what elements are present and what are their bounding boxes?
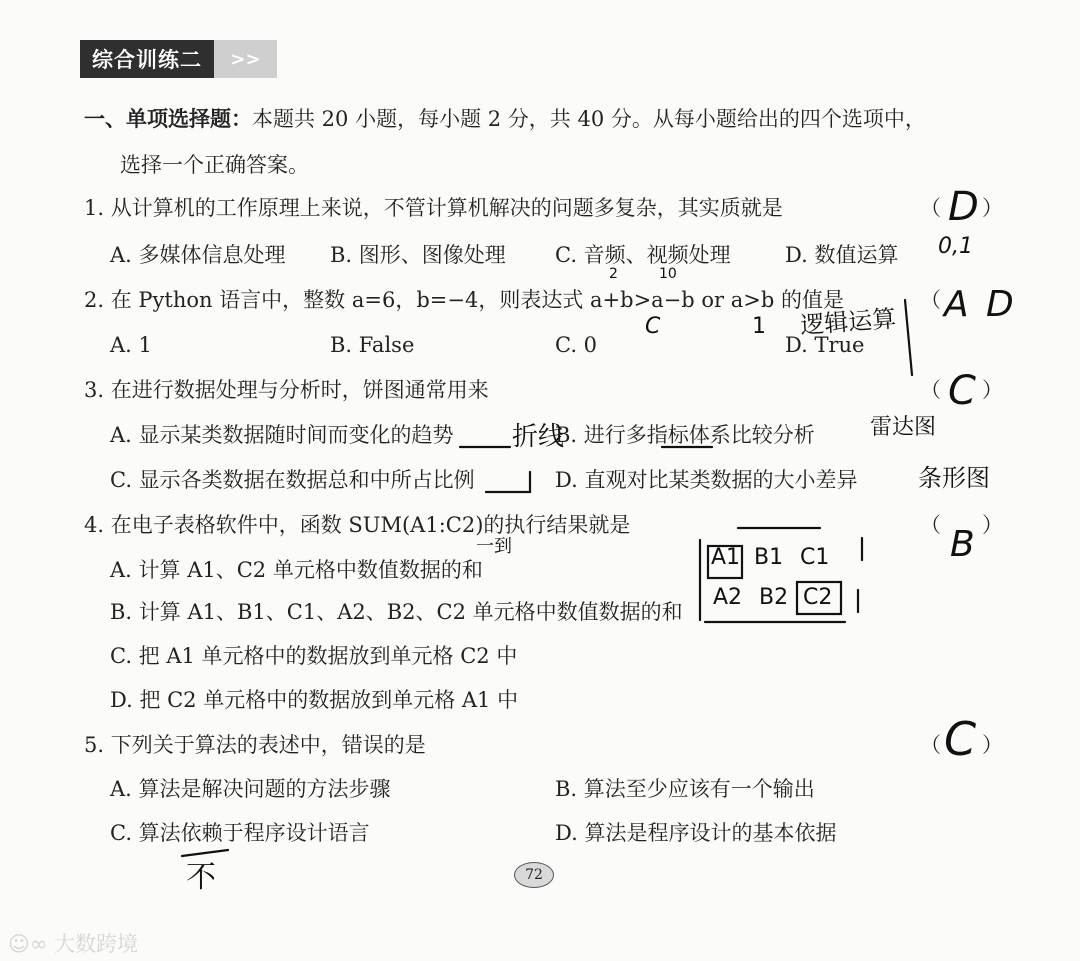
section-instruction: 本题共 20 小题，每小题 2 分，共 40 分。从每小题给出的四个选项中， — [252, 107, 926, 131]
q3-option-a: A. 显示某类数据随时间而变化的趋势 — [110, 423, 454, 447]
q3c-underline — [486, 472, 530, 492]
handwritten-answer-1: D — [948, 184, 979, 230]
section-heading: 一、单项选择题： — [84, 107, 252, 131]
q2-option-a: A. 1 — [110, 333, 152, 357]
question-2-stem: 2. 在 Python 语言中，整数 a=6，b=−4，则表达式 a+b>a−b or a>b 的值是 — [84, 288, 844, 312]
q1-option-c: C. 音频、视频处理 — [555, 243, 731, 267]
q4-option-c: C. 把 A1 单元格中的数据放到单元格 C2 中 — [110, 644, 518, 668]
handwritten-answer-5: C — [944, 712, 977, 766]
q5-option-d: D. 算法是程序设计的基本依据 — [555, 821, 837, 845]
q5-option-a: A. 算法是解决问题的方法步骤 — [110, 777, 391, 801]
section-instruction-2: 选择一个正确答案。 — [120, 153, 309, 177]
handwritten-answer-3: C — [948, 368, 976, 414]
q3-option-d: D. 直观对比某类数据的大小差异 — [555, 468, 858, 492]
section-tag — [80, 40, 277, 78]
q1-option-b: B. 图形、图像处理 — [330, 243, 506, 267]
q2-option-c: C. 0 — [555, 333, 598, 357]
grid-cell-b2: B2 — [759, 585, 789, 610]
q3-paren-close: ） — [982, 378, 1003, 402]
grid-cell-b1: B1 — [754, 545, 784, 570]
q1-option-a: A. 多媒体信息处理 — [110, 243, 286, 267]
watermark — [8, 928, 138, 958]
page-number: 72 — [514, 862, 554, 888]
q2-ink-stroke — [905, 300, 912, 375]
q2-option-b: B. False — [330, 333, 415, 357]
q5-option-b: B. 算法至少应该有一个输出 — [555, 777, 815, 801]
handwritten-sup-10: 10 — [659, 266, 677, 282]
handwritten-note-2: 逻辑运算 — [799, 304, 898, 340]
watermark-text: 大数跨境 — [54, 932, 139, 956]
section-heading-line — [84, 104, 926, 134]
question-1-stem: 1. 从计算机的工作原理上来说，不管计算机解决的问题多复杂，其实质就是 — [84, 196, 783, 220]
q1-option-d: D. 数值运算 — [785, 243, 899, 267]
q5-paren-open: （ — [920, 733, 941, 757]
handwritten-mark-1: 1 — [752, 314, 766, 339]
question-4-stem: 4. 在电子表格软件中，函数 SUM(A1:C2)的执行结果就是 — [84, 513, 631, 537]
grid-cell-c1: C1 — [800, 545, 830, 570]
q5-paren-close: ） — [982, 733, 1003, 757]
handwritten-answer-2a: A — [944, 284, 969, 325]
q4-option-a: A. 计算 A1、C2 单元格中数值数据的和 — [110, 558, 483, 582]
handwritten-note-3b: 雷达图 — [870, 415, 937, 440]
handwritten-answer-2b: D — [986, 284, 1014, 325]
q4-option-d: D. 把 C2 单元格中的数据放到单元格 A1 中 — [110, 688, 519, 712]
grid-cell-a2: A2 — [713, 585, 743, 610]
q4-paren-close: ） — [982, 513, 1003, 537]
q4-option-b: B. 计算 A1、B1、C1、A2、B2、C2 单元格中数值数据的和 — [110, 600, 683, 624]
handwritten-answer-4: B — [950, 524, 975, 565]
watermark-logo-icon: ☺∞ — [8, 932, 55, 956]
q2-option-d: D. True — [785, 333, 865, 357]
question-5-stem: 5. 下列关于算法的表述中，错误的是 — [84, 733, 426, 757]
handwritten-note-3a: 折线 — [512, 422, 565, 452]
q1-paren-open: （ — [920, 196, 941, 220]
section-arrows: >> — [214, 40, 277, 78]
q3-paren-open: （ — [920, 378, 941, 402]
q2-paren-open: （ — [920, 288, 941, 312]
handwritten-note-4: 一到 — [476, 536, 512, 557]
question-3-stem: 3. 在进行数据处理与分析时，饼图通常用来 — [84, 378, 489, 402]
q3-option-c: C. 显示各类数据在数据总和中所占比例 — [110, 468, 475, 492]
handwritten-note-5: 不 — [186, 860, 216, 895]
q5-option-c: C. 算法依赖于程序设计语言 — [110, 821, 370, 845]
handwritten-sup-2: 2 — [609, 266, 618, 282]
handwritten-note-1: 0,1 — [938, 234, 973, 259]
q3-option-b: B. 进行多指标体系比较分析 — [555, 423, 815, 447]
grid-cell-c2: C2 — [803, 585, 833, 610]
q1-paren-close: ） — [982, 196, 1003, 220]
handwritten-note-3d: 条形图 — [918, 464, 990, 492]
grid-cell-a1: A1 — [711, 545, 741, 570]
section-title: 综合训练二 — [80, 40, 214, 78]
handwritten-mark-c: C — [645, 314, 661, 339]
q4-paren-open: （ — [920, 513, 941, 537]
